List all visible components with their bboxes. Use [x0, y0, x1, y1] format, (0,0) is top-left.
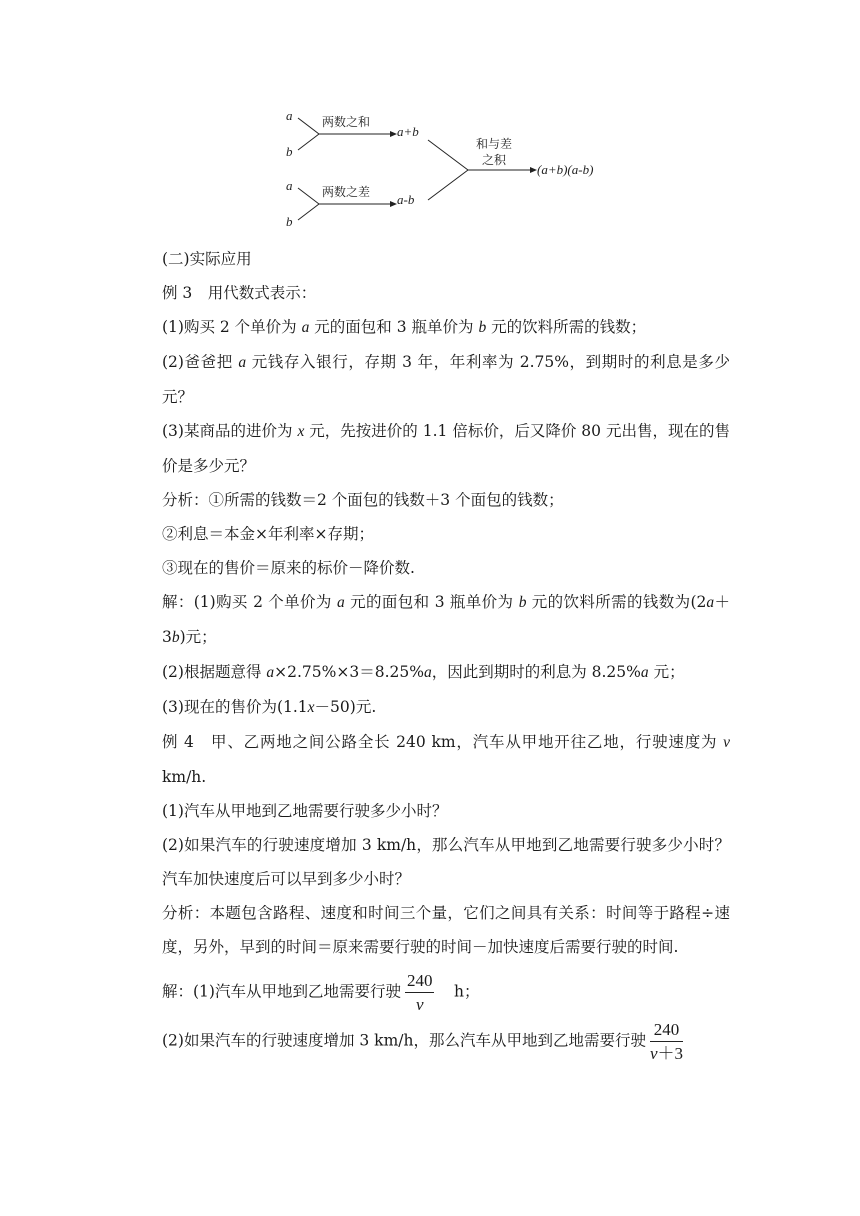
diagram-diff-label: 两数之差	[322, 185, 371, 199]
var: x	[307, 699, 315, 716]
example3-analysis-3: ③现在的售价＝原来的标价－降价数.	[162, 559, 415, 577]
example4-title	[130, 725, 730, 794]
arrow-head	[530, 167, 537, 173]
diagram-var-b-top: b	[286, 144, 293, 159]
diagram-product-label-1: 和与差	[476, 137, 513, 151]
var: a	[640, 664, 649, 681]
text: (2)爸爸把	[162, 353, 239, 371]
fork-line	[298, 188, 319, 204]
var: x	[297, 423, 305, 440]
fraction	[405, 972, 435, 1013]
fraction-numerator: 240	[650, 1021, 683, 1042]
example3-q3	[130, 414, 730, 483]
text: 例 4 甲、乙两地之间公路全长 240 km，汽车从甲地开往乙地，行驶速度为	[162, 733, 724, 751]
text: km/h.	[162, 768, 207, 786]
text: (3)现在的售价为(1.1	[162, 698, 308, 716]
text: ＋3	[162, 593, 730, 646]
fraction-denominator: v	[415, 995, 424, 1014]
text: 解：(1)汽车从甲地到乙地需要行驶	[162, 982, 401, 1001]
example3-solution-2	[130, 655, 730, 690]
text: 解：(1)购买 2 个单价为	[162, 593, 338, 611]
diagram-product-result: (a+b)(a-b)	[537, 162, 594, 177]
example3-analysis-1: 分析：①所需的钱数＝2 个面包的钱数＋3 个面包的钱数；	[162, 491, 564, 509]
example4-analysis: 分析：本题包含路程、速度和时间三个量，它们之间具有关系：时间等于路程÷速度，另外，早到的时间＝原来需要行驶的时间－加快速度后需要行驶的时间.	[162, 904, 730, 956]
text: (2)根据题意得	[162, 663, 267, 681]
text: 元；	[648, 663, 685, 681]
fraction-numerator: 240	[405, 972, 435, 993]
diagram-product-label-2: 之积	[482, 153, 507, 167]
var: a	[238, 354, 247, 371]
example3-title: 例 3 用代数式表示：	[162, 284, 317, 302]
text: －50)元.	[314, 698, 377, 716]
var: a	[266, 664, 275, 681]
fork-line	[298, 204, 319, 220]
text: )元；	[179, 628, 217, 646]
var: b	[478, 319, 487, 336]
text: ，因此到期时的利息为 8.25%	[431, 663, 641, 681]
text: 元的饮料所需的钱数为(2	[526, 593, 707, 611]
var: a	[706, 594, 715, 611]
text: 元，先按进价的 1.1 倍标价，后又降价 80 元出售，现在的售价是多少元？	[162, 422, 730, 475]
fork-line	[298, 134, 319, 150]
text: h；	[438, 982, 480, 1001]
fork-line	[298, 118, 319, 134]
diagram-var-a-top: a	[286, 108, 293, 123]
text: ×2.75%×3＝8.25%	[274, 663, 424, 681]
example4-q2: (2)如果汽车的行驶速度增加 3 km/h，那么汽车从甲地到乙地需要行驶多少小时？汽车加快速度后可以早到多少小时？	[162, 836, 730, 888]
text: 元的面包和 3 瓶单价为	[344, 593, 519, 611]
arrow-head	[390, 131, 397, 137]
example3-solution-3	[130, 690, 730, 725]
example3-solution-1	[130, 585, 730, 655]
example3-q1	[130, 310, 730, 345]
text: (2)如果汽车的行驶速度增加 3 km/h，那么汽车从甲地到乙地需要行驶	[162, 1031, 646, 1050]
example4-solution-2	[130, 1021, 730, 1062]
var: a	[337, 594, 345, 611]
text: 元的面包和 3 瓶单价为	[309, 318, 479, 336]
diagram-sum-result: a+b	[397, 124, 419, 139]
var: b	[171, 629, 180, 646]
diagram-sum-label: 两数之和	[322, 115, 371, 129]
fraction	[650, 1021, 683, 1062]
diagram-diff-result: a-b	[397, 192, 415, 207]
fraction-denominator-rest: ＋3	[657, 1044, 684, 1063]
example4-solution-1	[130, 972, 730, 1013]
text: 元钱存入银行，存期 3 年，年利率为 2.75%，到期时的利息是多少元？	[162, 353, 730, 406]
var: a	[423, 664, 432, 681]
arrow-head	[390, 201, 397, 207]
document-body	[130, 242, 730, 1062]
var: a	[301, 319, 310, 336]
text: (1)购买 2 个单价为	[162, 318, 302, 336]
section-heading: (二)实际应用	[162, 250, 252, 268]
fork-line	[428, 140, 468, 170]
diagram-var-a-bottom: a	[286, 178, 293, 193]
diagram-svg	[270, 98, 630, 238]
var: v	[723, 734, 730, 751]
example3-q2	[130, 345, 730, 414]
example4-q1: (1)汽车从甲地到乙地需要行驶多少小时？	[162, 802, 448, 820]
example3-analysis-2: ②利息＝本金×年利率×存期；	[162, 525, 374, 543]
concept-diagram	[270, 98, 630, 238]
diagram-var-b-bottom: b	[286, 214, 293, 229]
text: (3)某商品的进价为	[162, 422, 298, 440]
var: b	[518, 594, 527, 611]
fork-line	[428, 170, 468, 200]
text: 元的饮料所需的钱数；	[486, 318, 647, 336]
fraction-denominator-var: v	[649, 1044, 658, 1063]
